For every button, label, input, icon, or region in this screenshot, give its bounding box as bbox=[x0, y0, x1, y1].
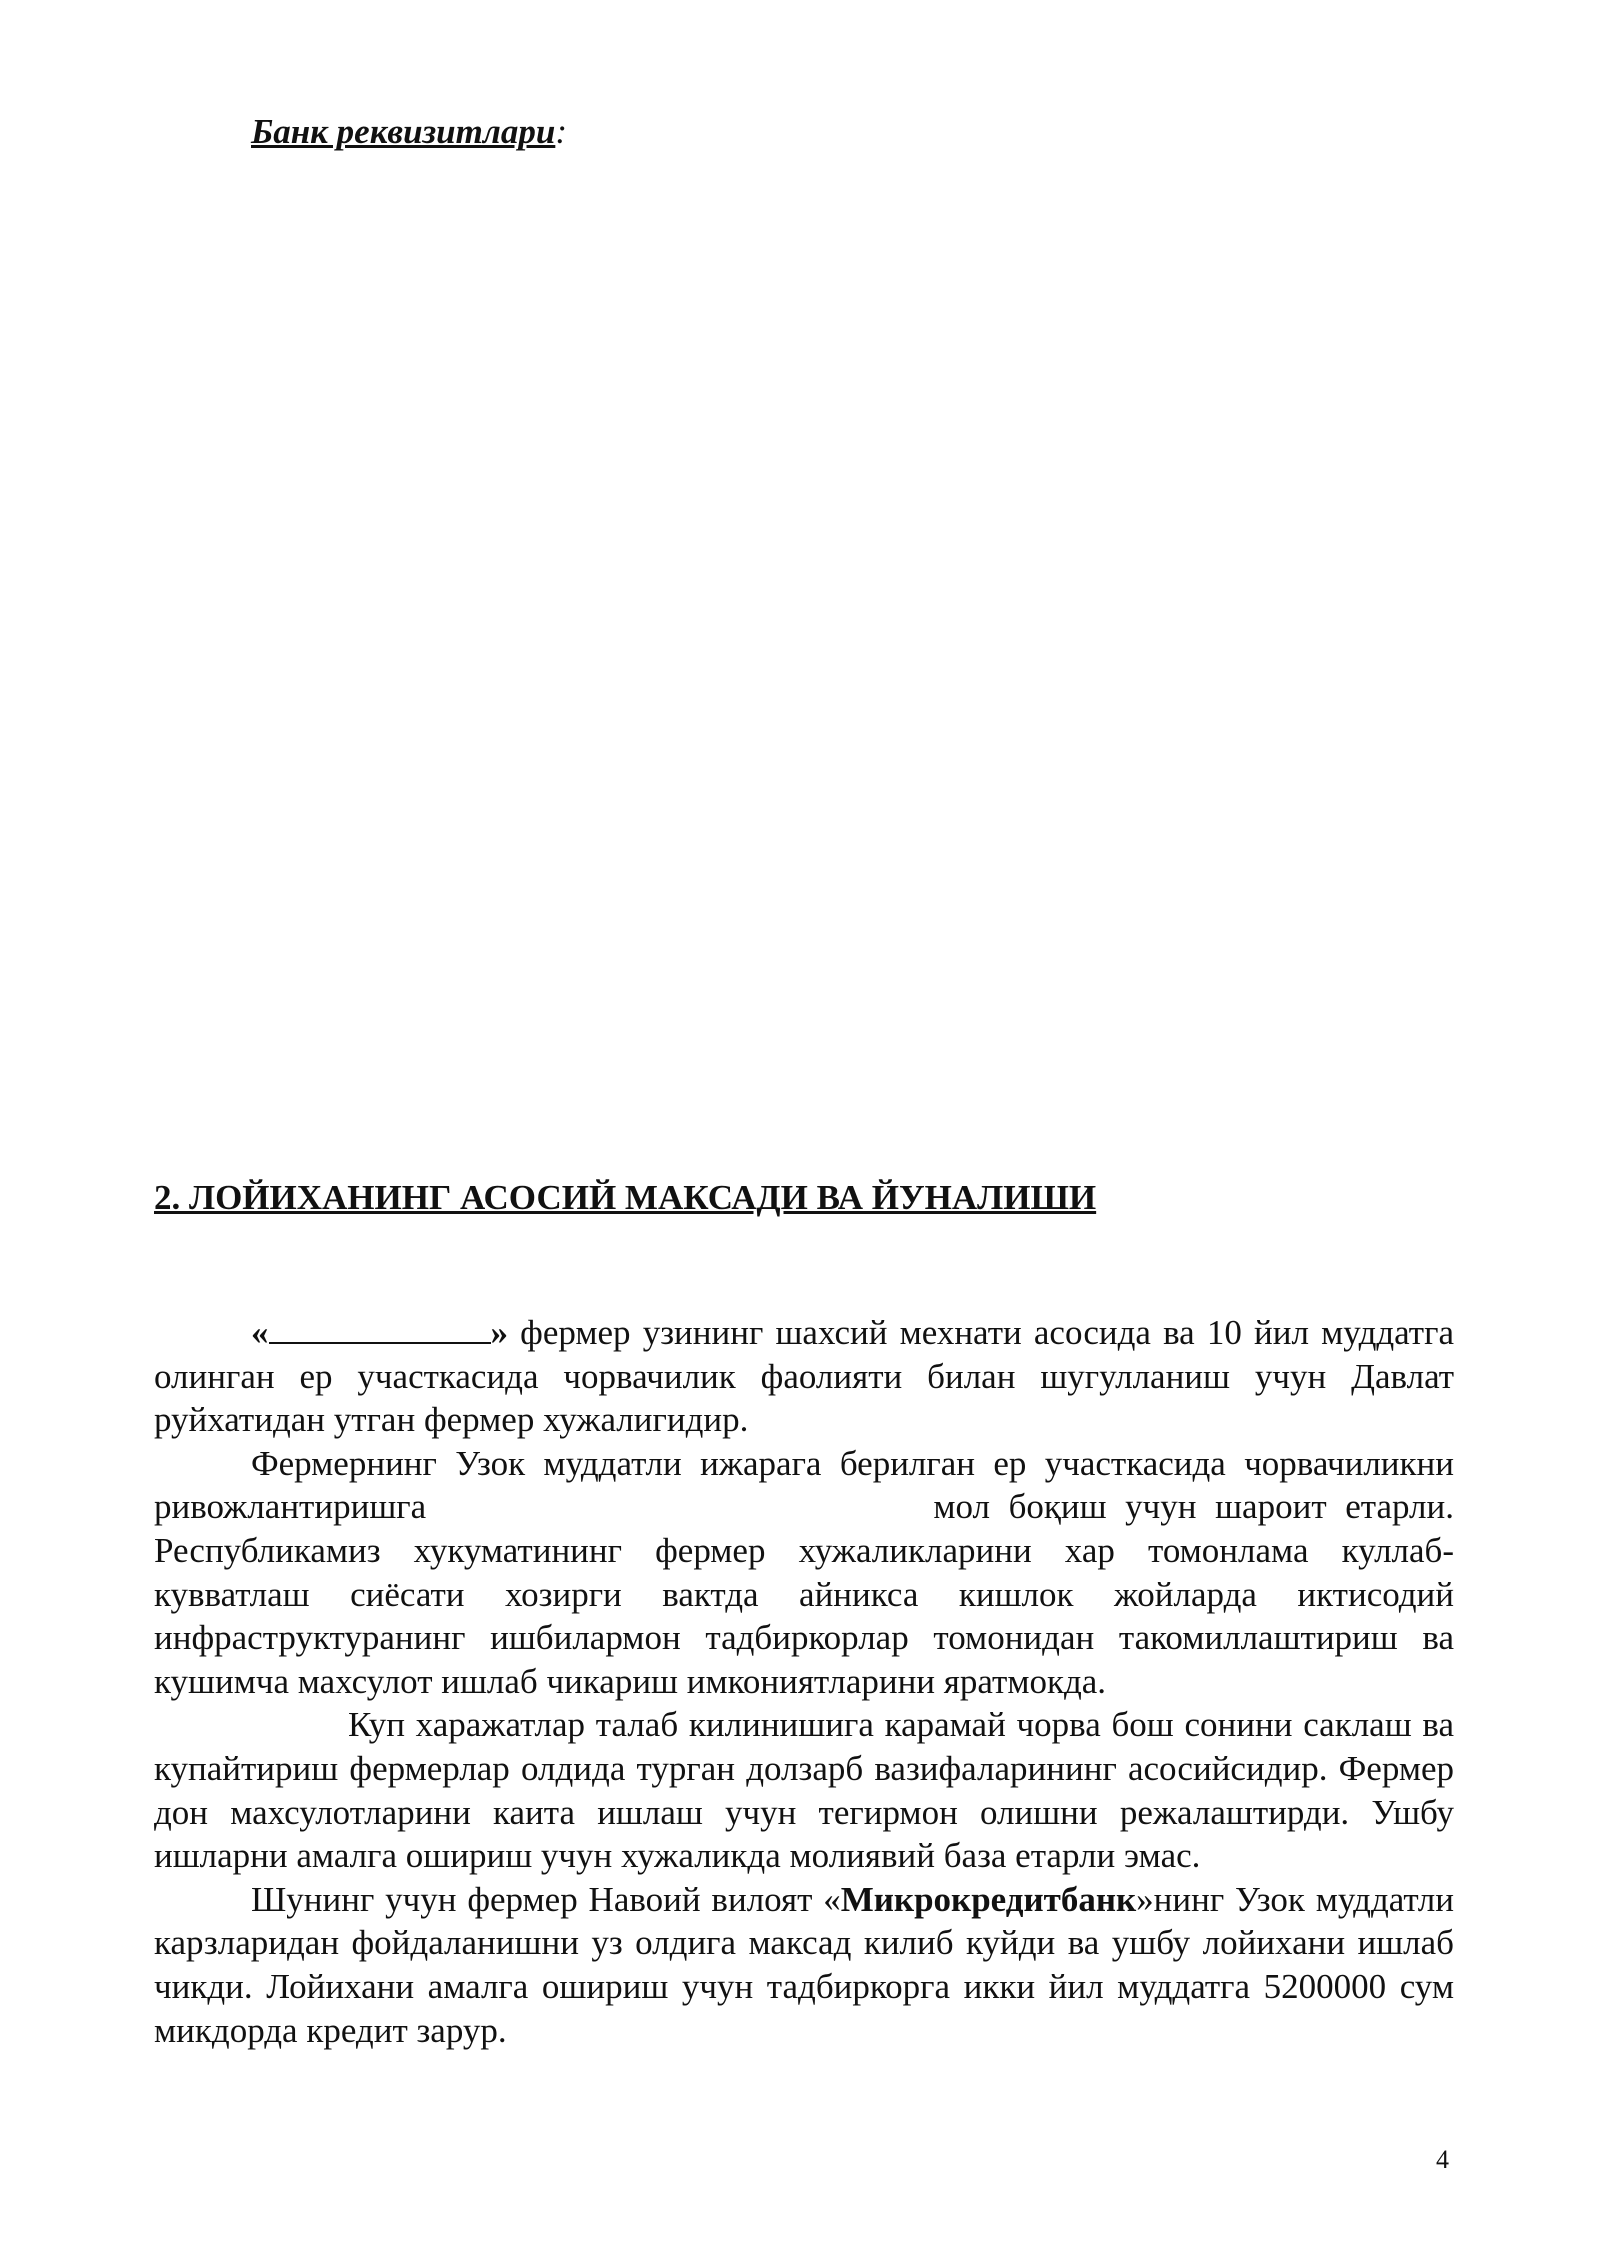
body-text bbox=[154, 1311, 1454, 2052]
bank-details-colon: : bbox=[555, 112, 567, 151]
paragraph-3: Куп харажатлар талаб килинишига карамай чорва бош сонини саклаш ва купайтириш фермерлар олдида турган долзарб вазифаларининг асосийсидир. Фермер дон махсулотларини каита ишлаш учун тегирмон олишни режалаштирди. Ушбу ишларни амалга ошириш учун хужаликда молиявий база етарли эмас. bbox=[154, 1705, 1454, 1876]
paragraph-2-text-b: мол боқиш учун шароит етарли. Республикамиз хукуматининг фермер хужаликларини хар томонлама куллаб-кувватлаш сиёсати хозирги вактда айникса кишлок жойларда иктисодий инфраструктуранинг ишбилармон тадбиркорлар томонидан такомиллаштириш ва кушимча махсулот ишлаб чикариш имкониятларини яратмокда. bbox=[154, 1487, 1454, 1701]
paragraph-1 bbox=[154, 1311, 1454, 1442]
bank-details-title: Банк реквизитлари bbox=[251, 112, 556, 151]
paragraph-2-text-a: Фермернинг Узок муддатли ижарага берилган ер участкасида чорвачиликни ривожлантиришга bbox=[154, 1443, 1454, 1527]
bank-details-label bbox=[251, 112, 567, 152]
section-heading: 2. ЛОЙИХАНИНГ АСОСИЙ МАКСАДИ ВА ЙУНАЛИШИ bbox=[154, 1178, 1097, 1217]
paragraph-4 bbox=[154, 1878, 1454, 2052]
paragraph-1-text: фермер узининг шахсий мехнати асосида ва 10 йил муддатга олинган ер участкасида чорвачилик фаолияти билан шугулланиш учун Давлат руйхатидан утган фермер хужалигидир. bbox=[154, 1313, 1454, 1440]
page-number: 4 bbox=[1436, 2145, 1449, 2174]
farm-name-blank bbox=[269, 1314, 491, 1344]
close-quote: » bbox=[490, 1313, 508, 1352]
bank-name: Микрокредитбанк bbox=[840, 1879, 1137, 1919]
paragraph-4-text-b: »нинг Узок муддатли карзларидан фойдаланишни уз олдига максад килиб куйди ва ушбу лойихани ишлаб чикди. Лойихани амалга ошириш учун тадбиркорга икки йил муддатга 5200000 сум микдорда кредит зарур. bbox=[154, 1879, 1455, 2050]
paragraph-4-text-a: Шунинг учун фермер Навоий вилоят « bbox=[251, 1879, 841, 1919]
open-quote: « bbox=[251, 1313, 269, 1352]
paragraph-2 bbox=[154, 1442, 1454, 1704]
